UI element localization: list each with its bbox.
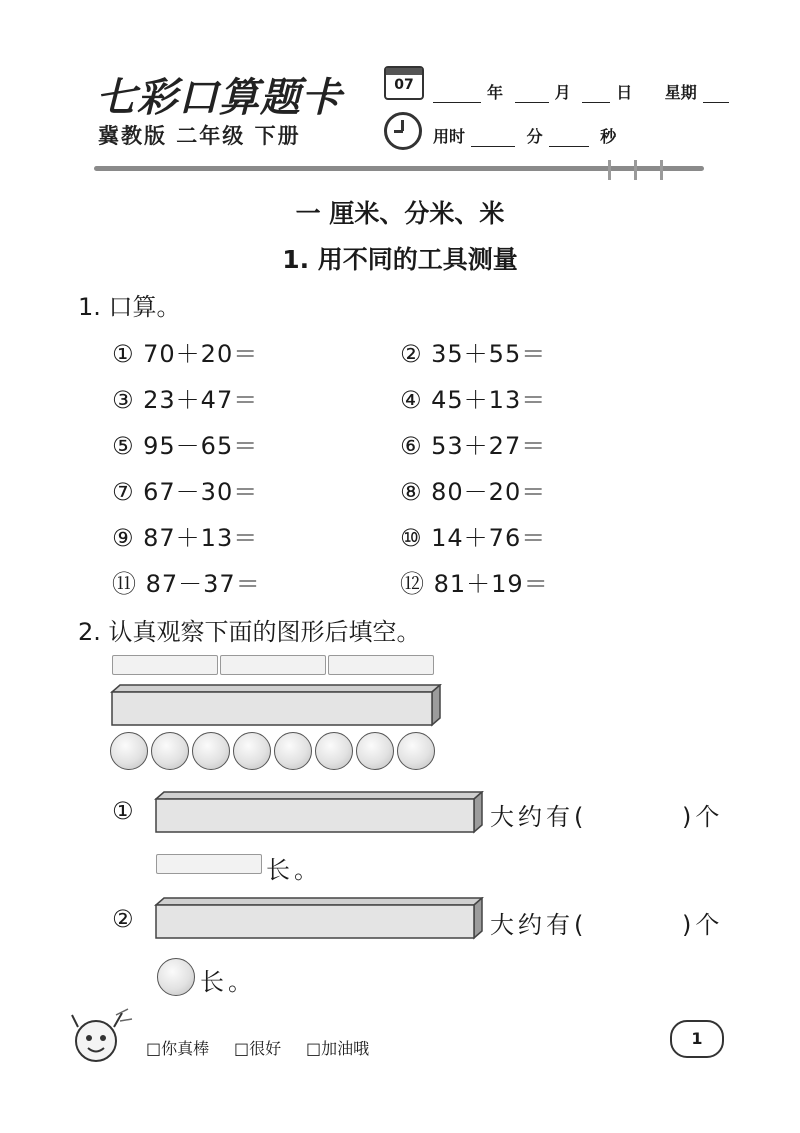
page-number: 1 bbox=[670, 1020, 724, 1058]
date-weekday-label: 星期 bbox=[664, 83, 697, 102]
fill1-close: )个 bbox=[682, 803, 724, 831]
time-used-label: 用时 bbox=[433, 127, 466, 146]
ball-image bbox=[110, 732, 148, 770]
rating-keep-trying[interactable]: □加油哦 bbox=[306, 1039, 370, 1058]
q1-item-9: ⑨ 87＋13＝ bbox=[112, 524, 259, 552]
time-second-label: 秒 bbox=[600, 127, 617, 146]
q1-item-11: ⑪ 87－37＝ bbox=[112, 570, 261, 598]
date-year-label: 年 bbox=[487, 83, 504, 102]
fill1-ruler-image bbox=[156, 854, 262, 874]
ruler-image bbox=[112, 655, 218, 675]
header-divider bbox=[94, 166, 704, 171]
ruler-image bbox=[220, 655, 326, 675]
q1-item-4: ④ 45＋13＝ bbox=[400, 386, 547, 414]
long-bar-image bbox=[110, 684, 442, 728]
fill1-number: ① bbox=[112, 797, 135, 825]
fill2-unit: 长。 bbox=[200, 968, 256, 996]
divider-tick bbox=[634, 160, 637, 180]
fill2-ball-image bbox=[157, 958, 195, 996]
fill2-bar-image bbox=[154, 897, 484, 941]
edition-label: 冀教版 二年级 下册 bbox=[98, 124, 301, 148]
divider-tick bbox=[608, 160, 611, 180]
calendar-number: 07 bbox=[394, 77, 414, 93]
ruler-image bbox=[328, 655, 434, 675]
lesson-title: 1. 用不同的工具测量 bbox=[282, 245, 518, 274]
date-line bbox=[430, 80, 732, 103]
fill1-unit: 长。 bbox=[266, 856, 322, 884]
fill2-text: 大约有( bbox=[490, 911, 588, 939]
divider-tick bbox=[660, 160, 663, 180]
q1-item-2: ② 35＋55＝ bbox=[400, 340, 547, 368]
fill1-bar-image bbox=[154, 791, 484, 835]
fill2-number: ② bbox=[112, 905, 135, 933]
ball-image bbox=[192, 732, 230, 770]
ball-image bbox=[233, 732, 271, 770]
q1-item-12: ⑫ 81＋19＝ bbox=[400, 570, 549, 598]
fill1-text: 大约有( bbox=[490, 803, 588, 831]
clock-icon bbox=[384, 112, 422, 150]
rating-great[interactable]: □你真棒 bbox=[146, 1039, 210, 1058]
q1-item-3: ③ 23＋47＝ bbox=[112, 386, 259, 414]
q1-item-1: ① 70＋20＝ bbox=[112, 340, 259, 368]
ball-image bbox=[274, 732, 312, 770]
q1-item-8: ⑧ 80－20＝ bbox=[400, 478, 547, 506]
ball-image bbox=[151, 732, 189, 770]
q1-title: 1. 口算。 bbox=[78, 293, 181, 321]
q1-item-7: ⑦ 67－30＝ bbox=[112, 478, 259, 506]
date-month-label: 月 bbox=[554, 83, 571, 102]
fill2-close: )个 bbox=[682, 911, 724, 939]
calendar-icon bbox=[384, 66, 424, 100]
time-minute-label: 分 bbox=[526, 127, 543, 146]
unit-title: 一 厘米、分米、米 bbox=[295, 199, 505, 228]
q1-item-5: ⑤ 95－65＝ bbox=[112, 432, 259, 460]
ball-image bbox=[397, 732, 435, 770]
rating-good[interactable]: □很好 bbox=[234, 1039, 282, 1058]
date-day-label: 日 bbox=[616, 83, 633, 102]
mascot-icon bbox=[66, 1005, 136, 1069]
q1-item-10: ⑩ 14＋76＝ bbox=[400, 524, 547, 552]
q2-title: 2. 认真观察下面的图形后填空。 bbox=[78, 618, 421, 646]
q1-item-6: ⑥ 53＋27＝ bbox=[400, 432, 547, 460]
brand-title: 七彩口算题卡 bbox=[96, 75, 342, 121]
ball-image bbox=[315, 732, 353, 770]
ball-image bbox=[356, 732, 394, 770]
time-line bbox=[430, 124, 619, 147]
